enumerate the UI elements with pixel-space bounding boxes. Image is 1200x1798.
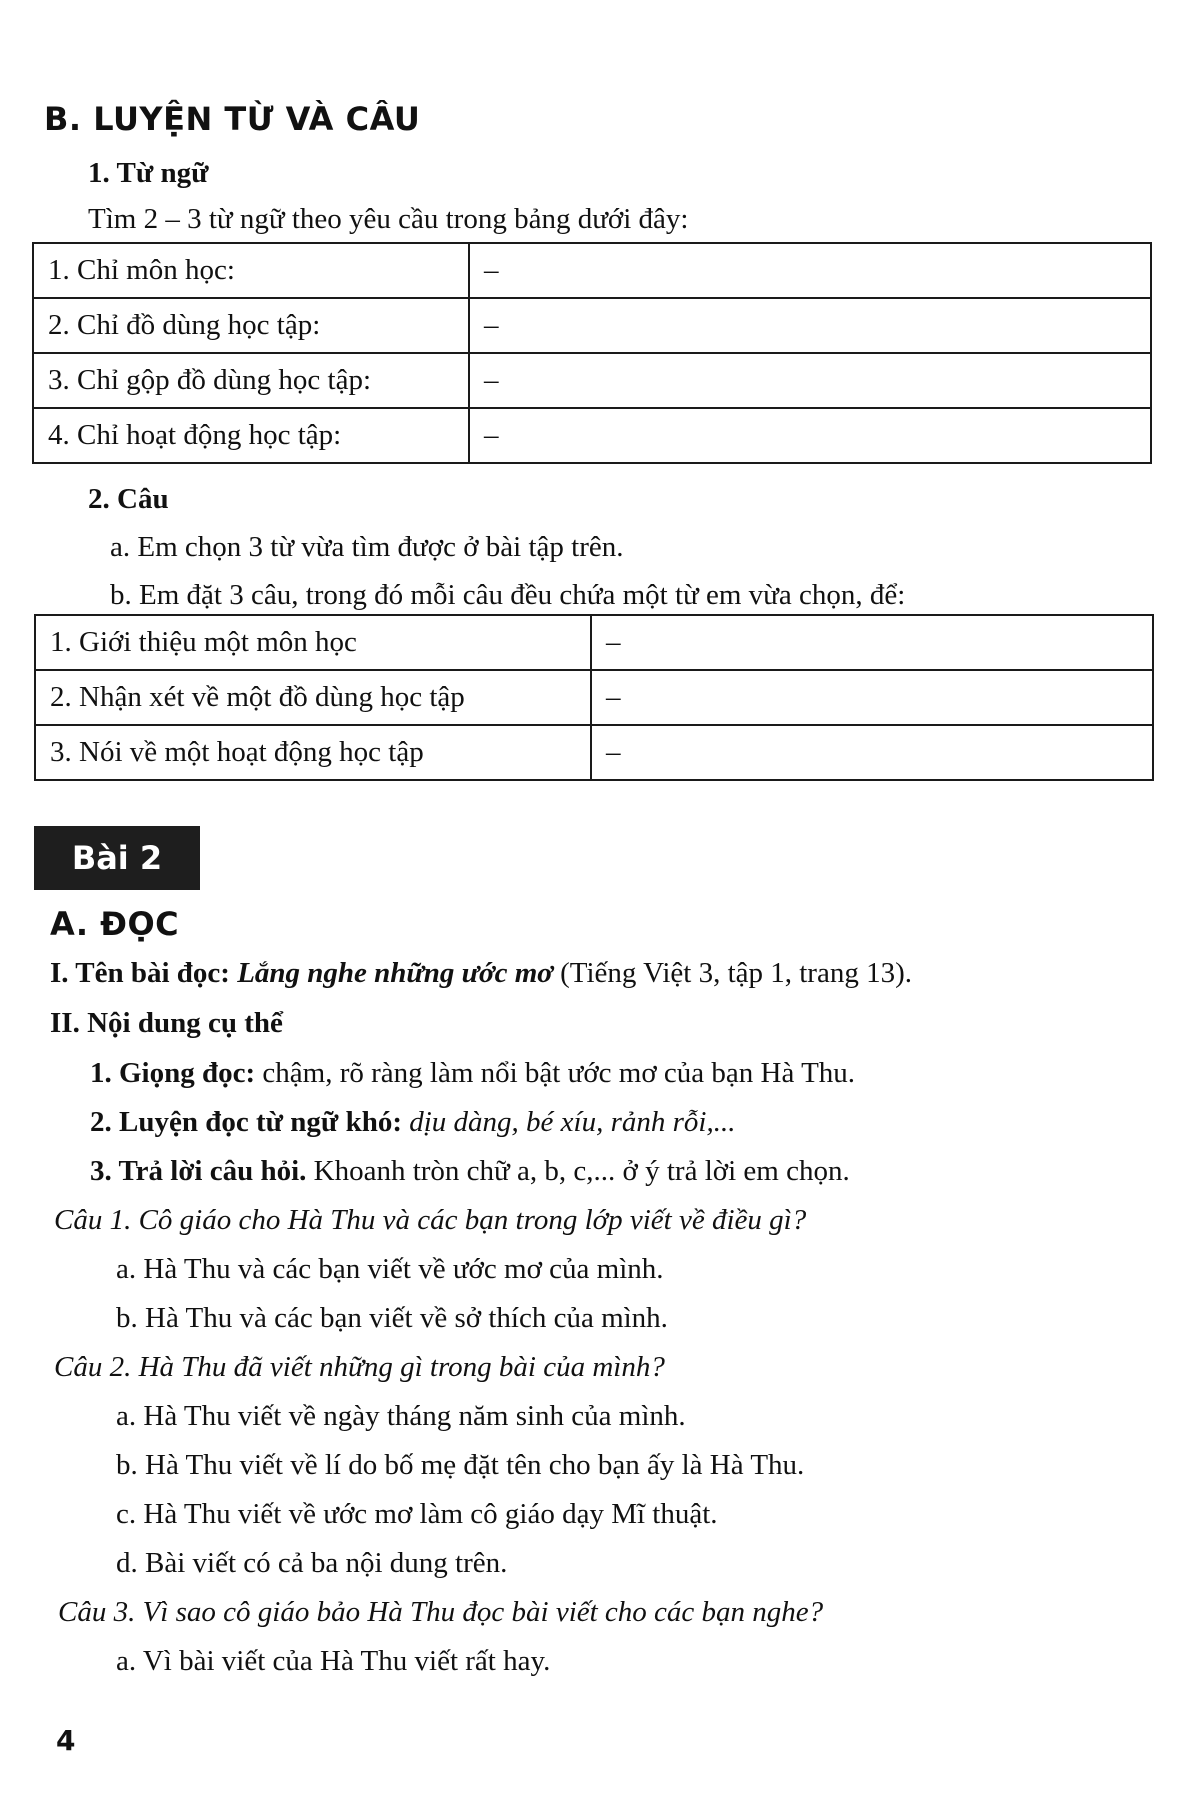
part1-title: 1. Từ ngữ (88, 157, 209, 189)
table-row (33, 353, 1151, 408)
content-item-3 (90, 1154, 850, 1188)
table-row (33, 298, 1151, 353)
q2-option-a[interactable]: a. Hà Thu viết về ngày tháng năm sinh của mình. (116, 1400, 686, 1432)
reading-title-label: I. Tên bài đọc: (50, 957, 230, 989)
item3-label: 3. Trả lời câu hỏi. (90, 1155, 307, 1187)
lesson-badge: Bài 2 (34, 826, 200, 890)
sentences-table (34, 614, 1154, 781)
q2-option-b[interactable]: b. Hà Thu viết về lí do bố mẹ đặt tên cho bạn ấy là Hà Thu. (116, 1449, 805, 1481)
answer-cell[interactable]: – (469, 243, 1151, 298)
question-1: Câu 1. Cô giáo cho Hà Thu và các bạn trong lớp viết về điều gì? (54, 1204, 807, 1236)
row-label: 2. Chỉ đồ dùng học tập: (33, 298, 469, 353)
table-row (33, 408, 1151, 463)
part2-item-a: a. Em chọn 3 từ vừa tìm được ở bài tập trên. (110, 531, 624, 563)
row-label: 1. Chỉ môn học: (33, 243, 469, 298)
table-row (33, 243, 1151, 298)
answer-cell[interactable]: – (469, 298, 1151, 353)
part1-instruction: Tìm 2 – 3 từ ngữ theo yêu cầu trong bảng dưới đây: (88, 203, 689, 235)
item3-text: Khoanh tròn chữ a, b, c,... ở ý trả lời em chọn. (313, 1155, 850, 1187)
item1-label: 1. Giọng đọc: (90, 1057, 256, 1089)
item2-label: 2. Luyện đọc từ ngữ khó: (90, 1106, 402, 1138)
row-label: 2. Nhận xét về một đồ dùng học tập (35, 670, 591, 725)
answer-cell[interactable]: – (591, 615, 1153, 670)
reading-heading: A. ĐỌC (50, 905, 180, 943)
content-item-2 (90, 1105, 735, 1139)
reading-title-source: (Tiếng Việt 3, tập 1, trang 13). (560, 957, 912, 989)
question-3: Câu 3. Vì sao cô giáo bảo Hà Thu đọc bài viết cho các bạn nghe? (58, 1596, 824, 1628)
answer-cell[interactable]: – (469, 408, 1151, 463)
row-label: 3. Chỉ gộp đồ dùng học tập: (33, 353, 469, 408)
table-row (35, 615, 1153, 670)
row-label: 3. Nói về một hoạt động học tập (35, 725, 591, 780)
page-number: 4 (56, 1724, 76, 1757)
answer-cell[interactable]: – (591, 670, 1153, 725)
answer-cell[interactable]: – (591, 725, 1153, 780)
answer-cell[interactable]: – (469, 353, 1151, 408)
item2-text: dịu dàng, bé xíu, rảnh rỗi,... (409, 1106, 736, 1138)
q3-option-a[interactable]: a. Vì bài viết của Hà Thu viết rất hay. (116, 1645, 551, 1677)
content-heading: II. Nội dung cụ thể (50, 1007, 283, 1039)
table-row (35, 725, 1153, 780)
part2-title: 2. Câu (88, 483, 169, 515)
q1-option-b[interactable]: b. Hà Thu và các bạn viết về sở thích của mình. (116, 1302, 668, 1334)
table-row (35, 670, 1153, 725)
part2-item-b: b. Em đặt 3 câu, trong đó mỗi câu đều chứa một từ em vừa chọn, để: (110, 579, 906, 611)
reading-title-line (50, 956, 912, 990)
row-label: 4. Chỉ hoạt động học tập: (33, 408, 469, 463)
q1-option-a[interactable]: a. Hà Thu và các bạn viết về ước mơ của mình. (116, 1253, 664, 1285)
reading-title-text: Lắng nghe những ước mơ (237, 957, 553, 989)
words-table (32, 242, 1152, 464)
row-label: 1. Giới thiệu một môn học (35, 615, 591, 670)
q2-option-c[interactable]: c. Hà Thu viết về ước mơ làm cô giáo dạy Mĩ thuật. (116, 1498, 718, 1530)
question-2: Câu 2. Hà Thu đã viết những gì trong bài của mình? (54, 1351, 665, 1383)
section-b-heading: B. LUYỆN TỪ VÀ CÂU (44, 100, 421, 138)
content-item-1 (90, 1056, 855, 1090)
q2-option-d[interactable]: d. Bài viết có cả ba nội dung trên. (116, 1547, 508, 1579)
item1-text: chậm, rõ ràng làm nổi bật ước mơ của bạn Hà Thu. (262, 1057, 856, 1089)
